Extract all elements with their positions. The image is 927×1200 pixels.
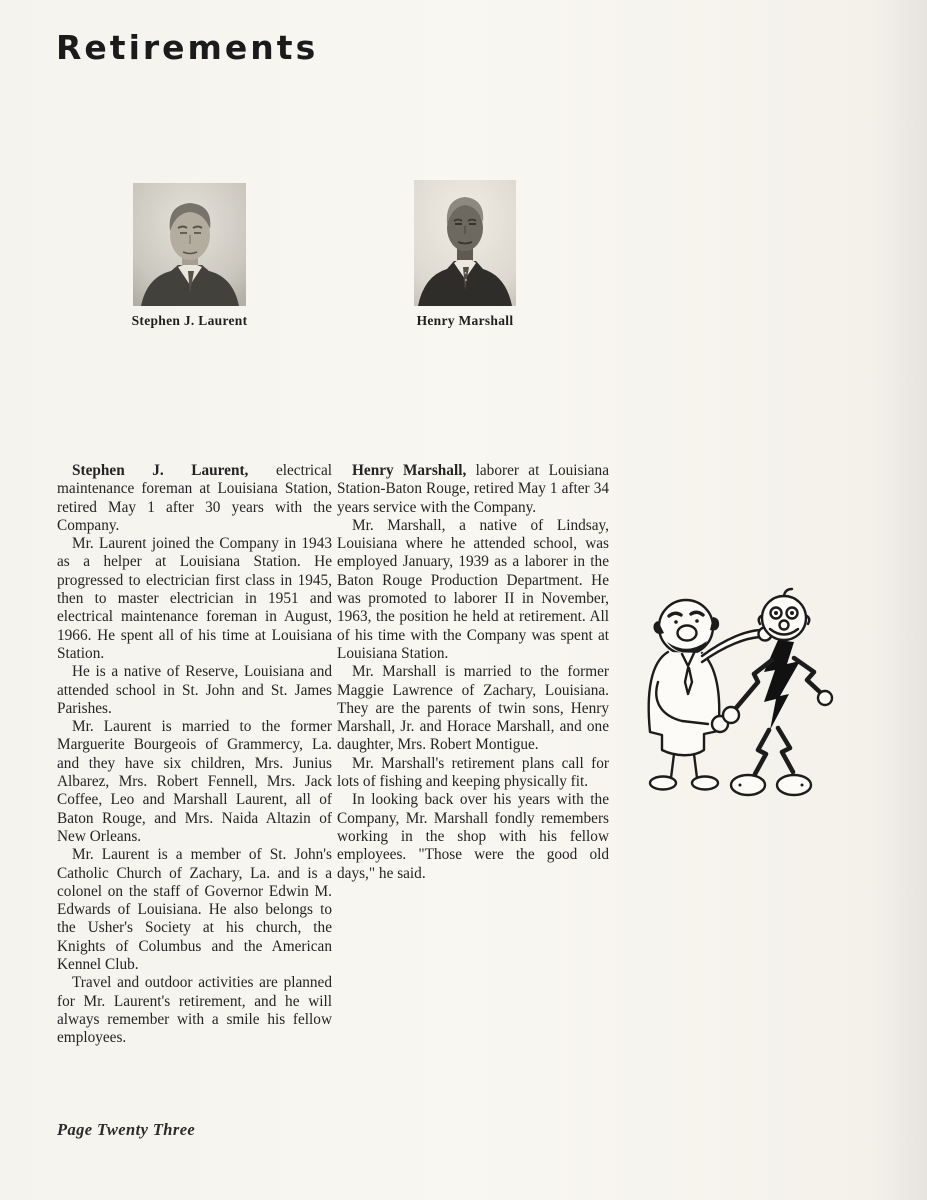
paragraph: Mr. Laurent is married to the former Marguerite Bourgeois of Grammercy, La. and they have six children, Mrs. Junius Albarez, Mrs. Robert Fennell, Mrs. Jack Coffee, Leo and Marshall Laurent, all of Baton Rouge, and Mrs. Naida Altazin of New Orleans.	[57, 718, 332, 845]
paragraph: Mr. Laurent joined the Company in 1943 as a helper at Louisiana Station. He progressed to electrician first class in 1945, then to master electrician in 1951 and electrical maintenance foreman in August, 1966. He spent all of his time at Louisiana Station.	[57, 535, 332, 662]
page-title: Retirements	[56, 28, 319, 67]
portrait-photo-laurent	[133, 183, 246, 306]
paragraph: Mr. Laurent is a member of St. John's Catholic Church of Zachary, La. and is a colonel on the staff of Governor Edwin M. Edwards of Louisiana. He also belongs to the Usher's Society at his church, the Knights of Columbus and the American Kennel Club.	[57, 846, 332, 974]
portrait-laurent-image	[133, 183, 246, 306]
article-marshall	[337, 462, 609, 883]
article-intro-laurent: electrical maintenance foreman at Louisiana Station, retired May 1 after 30 years with the Company.	[57, 462, 332, 534]
paragraph	[57, 462, 332, 535]
paragraph: Mr. Marshall is married to the former Maggie Lawrence of Zachary, Louisiana. They are the parents of twin sons, Henry Marshall, Jr. and Horace Marshall, and one daughter, Mrs. Robert Montigue.	[337, 663, 609, 754]
paragraph: He is a native of Reserve, Louisiana and attended school in St. John and St. James Parishes.	[57, 663, 332, 717]
photo-caption-laurent: Stephen J. Laurent	[131, 313, 248, 328]
portrait-marshall-image	[414, 180, 516, 306]
paragraph: In looking back over his years with the Company, Mr. Marshall fondly remembers working in the shop with his fellow employees. "Those were the good old days," he said.	[337, 791, 609, 882]
paragraph: Mr. Marshall, a native of Lindsay, Louisiana where he attended school, was employed January, 1939 as a laborer in the Baton Rouge Production Department. He was promoted to laborer II in November, 1963, the position he held at retirement. All of his time with the Company was spent at Louisiana Station.	[337, 516, 609, 662]
article-lead-marshall: Henry Marshall,	[352, 462, 467, 479]
article-laurent	[57, 462, 332, 1048]
retirement-cartoon-illustration	[636, 582, 838, 819]
cartoon-handshake-image	[636, 582, 838, 819]
paragraph	[337, 462, 609, 517]
photo-caption-marshall: Henry Marshall	[416, 313, 514, 328]
paragraph: Travel and outdoor activities are planned for Mr. Laurent's retirement, and he will always remember with a smile his fellow employees.	[57, 974, 332, 1047]
page-number: Page Twenty Three	[57, 1120, 196, 1139]
article-intro-marshall: laborer at Louisiana Station-Baton Rouge, retired May 1 after 34 years service with the Company.	[337, 462, 609, 516]
article-lead-laurent: Stephen J. Laurent,	[72, 462, 249, 479]
portrait-photo-marshall	[414, 180, 516, 306]
paragraph: Mr. Marshall's retirement plans call for lots of fishing and keeping physically fit.	[337, 754, 609, 791]
